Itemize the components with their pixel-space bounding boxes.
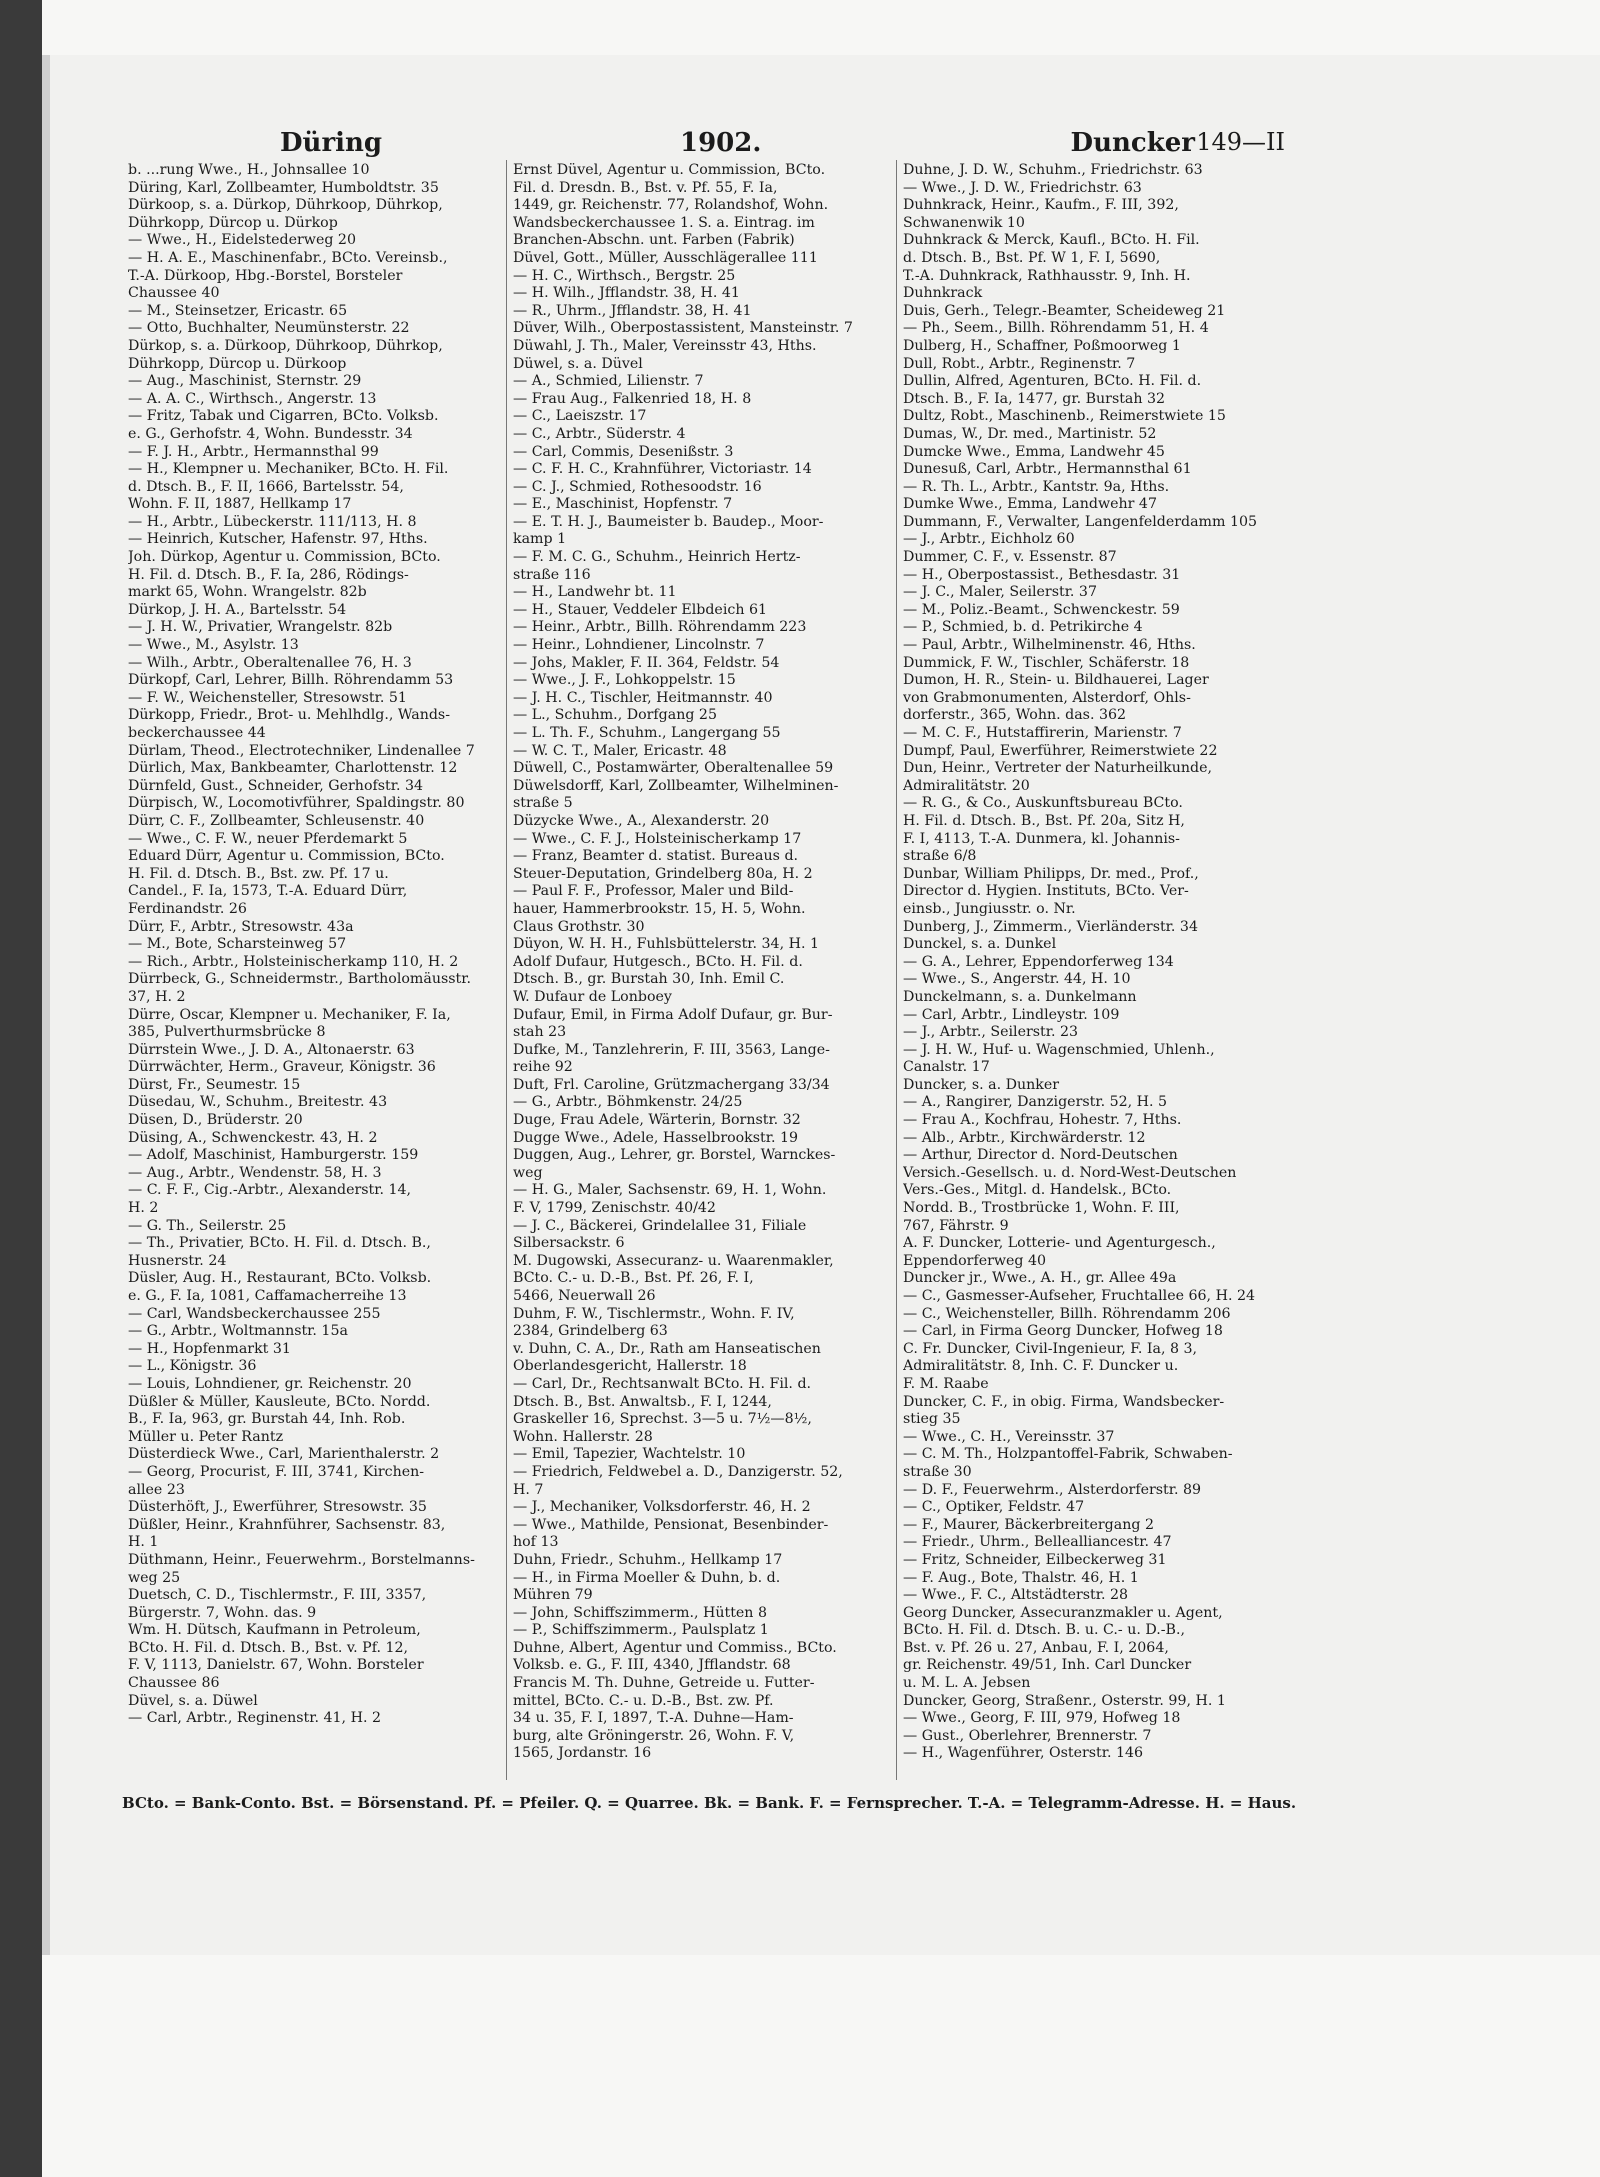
scan-edge <box>0 0 42 2177</box>
directory-entry-line: Düsen, D., Brüderstr. 20 <box>128 1112 303 1129</box>
directory-entry-line: — Paul, Arbtr., Wilhelminenstr. 46, Hths. <box>903 637 1196 654</box>
directory-entry-line: — C., Arbtr., Süderstr. 4 <box>513 425 686 442</box>
directory-entry-line: H. 7 <box>513 1481 544 1498</box>
directory-entry-line: markt 65, Wohn. Wrangelstr. 82b <box>128 584 367 601</box>
directory-entry-line: v. Duhn, C. A., Dr., Rath am Hanseatischen <box>513 1340 821 1357</box>
directory-entry-line: Dürkop, s. a. Dürkoop, Dührkoop, Dührkop, <box>128 337 443 354</box>
header-year: 1902. <box>680 128 762 158</box>
directory-entry-line: Duncker, C. F., in obig. Firma, Wandsbecker- <box>903 1393 1225 1410</box>
directory-entry-line: T.-A. Duhnkrack, Rathhausstr. 9, Inh. H. <box>903 267 1191 284</box>
page-number: 149—II <box>1196 128 1285 156</box>
directory-entry-line: Düzycke Wwe., A., Alexanderstr. 20 <box>513 812 770 829</box>
directory-entry-line: Canalstr. 17 <box>903 1059 990 1076</box>
directory-entry-line: — C. F. F., Cig.-Arbtr., Alexanderstr. 14, <box>128 1182 412 1199</box>
directory-entry-line: — H. G., Maler, Sachsenstr. 69, H. 1, Wohn. <box>513 1182 827 1199</box>
directory-entry-line: — G. A., Lehrer, Eppendorferweg 134 <box>903 953 1174 970</box>
directory-entry-line: burg, alte Gröningerstr. 26, Wohn. F. V, <box>513 1727 795 1744</box>
directory-entry-line: straße 6/8 <box>903 848 977 865</box>
directory-entry-line: Düthmann, Heinr., Feuerwehrm., Borstelmanns- <box>128 1551 475 1568</box>
directory-entry-line: — J. H. W., Huf- u. Wagenschmied, Uhlenh., <box>903 1041 1215 1058</box>
directory-entry-line: u. M. L. A. Jebsen <box>903 1675 1031 1692</box>
directory-entry-line: — Gust., Oberlehrer, Brennerstr. 7 <box>903 1727 1152 1744</box>
directory-entry-line: — R. G., & Co., Auskunftsbureau BCto. <box>903 795 1183 812</box>
directory-entry-line: — Arthur, Director d. Nord-Deutschen <box>903 1147 1178 1164</box>
directory-entry-line: C. Fr. Duncker, Civil-Ingenieur, F. Ia, 8 3, <box>903 1340 1198 1357</box>
directory-entry-line: — Heinr., Lohndiener, Lincolnstr. 7 <box>513 637 765 654</box>
directory-entry-line: — Paul F. F., Professor, Maler und Bild- <box>513 883 794 900</box>
directory-entry-line: Schwanenwik 10 <box>903 214 1025 231</box>
directory-entry-line: Düsedau, W., Schuhm., Breitestr. 43 <box>128 1094 388 1111</box>
directory-entry-line: — Wwe., C. F. J., Holsteinischerkamp 17 <box>513 830 802 847</box>
directory-entry-line: b. ...rung Wwe., H., Johnsallee 10 <box>128 162 370 178</box>
directory-entry-line: — H., Wagenführer, Osterstr. 146 <box>903 1745 1144 1762</box>
directory-entry-line: e. G., Gerhofstr. 4, Wohn. Bundesstr. 34 <box>128 425 413 442</box>
directory-entry-line: Joh. Dürkop, Agentur u. Commission, BCto. <box>128 549 441 566</box>
directory-entry-line: beckerchaussee 44 <box>128 725 266 741</box>
directory-entry-line: Husnerstr. 24 <box>128 1252 227 1269</box>
directory-entry-line: — H., Hopfenmarkt 31 <box>128 1340 291 1357</box>
directory-entry-line: Duis, Gerh., Telegr.-Beamter, Scheideweg 21 <box>903 302 1226 319</box>
directory-entry-line: — Aug., Maschinist, Sternstr. 29 <box>128 373 362 390</box>
directory-entry-line: Duhnkrack, Heinr., Kaufm., F. III, 392, <box>903 197 1179 214</box>
directory-entry-line: d. Dtsch. B., Bst. Pf. W 1, F. I, 5690, <box>903 249 1161 266</box>
directory-entry-line: Wohn. F. II, 1887, Hellkamp 17 <box>128 496 352 513</box>
directory-entry-line: BCto. H. Fil. d. Dtsch. B. u. C.- u. D.-B., <box>903 1622 1185 1639</box>
directory-entry-line: — G., Arbtr., Woltmannstr. 15a <box>128 1323 348 1340</box>
directory-entry-line: Dunbar, William Philipps, Dr. med., Prof., <box>903 865 1199 882</box>
directory-entry-line: Dumke Wwe., Emma, Landwehr 47 <box>903 496 1157 513</box>
directory-entry-line: Düwelsdorff, Karl, Zollbeamter, Wilhelminen- <box>513 777 839 794</box>
directory-entry-line: — W. C. T., Maler, Ericastr. 48 <box>513 742 727 759</box>
directory-entry-line: — A., Schmied, Lilienstr. 7 <box>513 373 704 390</box>
directory-entry-line: H. 2 <box>128 1200 159 1217</box>
directory-entry-line: Volksb. e. G., F. III, 4340, Jfflandstr. 68 <box>513 1657 791 1674</box>
directory-entry-line: Düwel, s. a. Düvel <box>513 355 643 372</box>
directory-entry-line: H. Fil. d. Dtsch. B., Bst. Pf. 20a, Sitz H, <box>903 812 1185 829</box>
directory-entry-line: Duhm, F. W., Tischlermstr., Wohn. F. IV, <box>513 1305 795 1322</box>
directory-entry-line: Duhne, J. D. W., Schuhm., Friedrichstr. 63 <box>903 162 1203 178</box>
directory-entry-line: T.-A. Dürkoop, Hbg.-Borstel, Borsteler <box>128 267 403 284</box>
directory-entry-line: Duge, Frau Adele, Wärterin, Bornstr. 32 <box>513 1112 801 1129</box>
directory-entry-line: — H. A. E., Maschinenfabr., BCto. Vereinsb., <box>128 249 448 266</box>
directory-entry-line: Dürkopp, Friedr., Brot- u. Mehlhdlg., Wands- <box>128 707 450 724</box>
directory-entry-line: — F. J. H., Arbtr., Hermannsthal 99 <box>128 443 379 460</box>
directory-entry-line: Dun, Heinr., Vertreter der Naturheilkunde, <box>903 760 1212 777</box>
directory-entry-line: Dürkop, J. H. A., Bartelsstr. 54 <box>128 601 347 618</box>
directory-entry-line: Dürrbeck, G., Schneidermstr., Bartholomäusstr. <box>128 971 471 988</box>
directory-entry-line: — H., Arbtr., Lübeckerstr. 111/113, H. 8 <box>128 513 417 530</box>
directory-entry-line: Versich.-Gesellsch. u. d. Nord-West-Deutschen <box>903 1164 1237 1181</box>
directory-entry-line: — M. C. F., Hutstaffirerin, Marienstr. 7 <box>903 725 1182 741</box>
directory-entry-line: Dunckelmann, s. a. Dunkelmann <box>903 988 1137 1005</box>
directory-entry-line: 34 u. 35, F. I, 1897, T.-A. Duhne—Ham- <box>513 1710 794 1727</box>
directory-entry-line: Dürlich, Max, Bankbeamter, Charlottenstr. 12 <box>128 760 458 777</box>
directory-entry-line: — Otto, Buchhalter, Neumünsterstr. 22 <box>128 320 410 337</box>
directory-entry-line: weg <box>513 1164 543 1181</box>
directory-entry-line: — Adolf, Maschinist, Hamburgerstr. 159 <box>128 1147 419 1164</box>
directory-entry-line: Dürst, Fr., Seumestr. 15 <box>128 1076 301 1093</box>
directory-entry-line: — J., Arbtr., Eichholz 60 <box>903 531 1075 548</box>
directory-entry-line: Dührkopp, Dürcop u. Dürkoop <box>128 355 347 372</box>
directory-entry-line: Düring, Karl, Zollbeamter, Humboldtstr. 35 <box>128 179 439 196</box>
directory-entry-line: A. F. Duncker, Lotterie- und Agenturgesch., <box>903 1235 1216 1252</box>
directory-entry-line: Dugge Wwe., Adele, Hasselbrookstr. 19 <box>513 1129 799 1146</box>
directory-entry-line: — Frau Aug., Falkenried 18, H. 8 <box>513 390 752 407</box>
directory-entry-line: Duncker, s. a. Dunker <box>903 1076 1060 1093</box>
directory-entry-line: Duncker, Georg, Straßenr., Osterstr. 99, H. 1 <box>903 1692 1226 1709</box>
directory-entry-line: Nordd. B., Trostbrücke 1, Wohn. F. III, <box>903 1200 1180 1217</box>
directory-entry-line: — H., Stauer, Veddeler Elbdeich 61 <box>513 601 768 618</box>
directory-entry-line: Duetsch, C. D., Tischlermstr., F. III, 3357, <box>128 1587 427 1604</box>
directory-entry-line: Eppendorferweg 40 <box>903 1252 1047 1269</box>
directory-entry-line: hauer, Hammerbrookstr. 15, H. 5, Wohn. <box>513 900 806 917</box>
directory-entry-line: — Wwe., Georg, F. III, 979, Hofweg 18 <box>903 1710 1181 1727</box>
directory-entry-line: F. M. Raabe <box>903 1375 989 1392</box>
directory-entry-line: Düwahl, J. Th., Maler, Vereinsstr 43, Hths. <box>513 337 817 354</box>
directory-entry-line: 2384, Grindelberg 63 <box>513 1323 668 1340</box>
directory-entry-line: — C., Weichensteller, Billh. Röhrendamm 206 <box>903 1305 1231 1322</box>
directory-entry-line: — Wwe., C. F. W., neuer Pferdemarkt 5 <box>128 830 408 847</box>
directory-entry-line: Admiralitätstr. 8, Inh. C. F. Duncker u. <box>903 1358 1179 1375</box>
directory-entry-line: — Wwe., Mathilde, Pensionat, Besenbinder- <box>513 1516 829 1533</box>
directory-entry-line: Dumpf, Paul, Ewerführer, Reimerstwiete 22 <box>903 742 1218 759</box>
directory-entry-line: — Th., Privatier, BCto. H. Fil. d. Dtsch. B., <box>128 1235 431 1252</box>
directory-entry-line: Dtsch. B., gr. Burstah 30, Inh. Emil C. <box>513 971 785 988</box>
directory-entry-line: — A. A. C., Wirthsch., Angerstr. 13 <box>128 390 377 407</box>
directory-entry-line: — M., Poliz.-Beamt., Schwenckestr. 59 <box>903 601 1180 618</box>
directory-entry-line: — Fritz, Schneider, Eilbeckerweg 31 <box>903 1551 1167 1568</box>
directory-entry-line: Düver, Wilh., Oberpostassistent, Mansteinstr. 7 <box>513 320 853 337</box>
directory-entry-line: — J. H. C., Tischler, Heitmannstr. 40 <box>513 689 773 706</box>
directory-entry-line: F. V, 1113, Danielstr. 67, Wohn. Borsteler <box>128 1657 424 1674</box>
directory-entry-line: — Wwe., J. F., Lohkoppelstr. 15 <box>513 672 736 689</box>
directory-entry-line: — Carl, Dr., Rechtsanwalt BCto. H. Fil. d. <box>513 1375 812 1392</box>
directory-entry-line: Düßler, Heinr., Krahnführer, Sachsenstr. 83, <box>128 1516 446 1533</box>
directory-entry-line: — Frau A., Kochfrau, Hohestr. 7, Hths. <box>903 1112 1182 1129</box>
directory-entry-line: Duhnkrack & Merck, Kaufl., BCto. H. Fil. <box>903 232 1200 249</box>
directory-entry-line: gr. Reichenstr. 49/51, Inh. Carl Duncker <box>903 1657 1192 1674</box>
directory-entry-line: straße 5 <box>513 795 573 812</box>
directory-entry-line: — E., Maschinist, Hopfenstr. 7 <box>513 496 733 513</box>
directory-entry-line: weg 25 <box>128 1569 181 1586</box>
directory-entry-line: Georg Duncker, Assecuranzmakler u. Agent, <box>903 1604 1223 1621</box>
directory-entry-line: straße 116 <box>513 566 591 583</box>
directory-entry-line: — Johs, Makler, F. II. 364, Feldstr. 54 <box>513 654 780 671</box>
directory-entry-line: von Grabmonumenten, Alsterdorf, Ohls- <box>903 689 1191 706</box>
directory-entry-line: — F., Maurer, Bäckerbreitergang 2 <box>903 1516 1154 1533</box>
directory-entry-line: — D. F., Feuerwehrm., Alsterdorferstr. 89 <box>903 1481 1202 1498</box>
directory-entry-line: Chaussee 86 <box>128 1675 220 1692</box>
directory-entry-line: — F. W., Weichensteller, Stresowstr. 51 <box>128 689 407 706</box>
directory-entry-line: BCto. H. Fil. d. Dtsch. B., Bst. v. Pf. 12, <box>128 1639 409 1656</box>
directory-entry-line: — H., Klempner u. Mechaniker, BCto. H. Fil. <box>128 461 449 478</box>
directory-entry-line: — L., Schuhm., Dorfgang 25 <box>513 707 717 724</box>
directory-entry-line: Bürgerstr. 7, Wohn. das. 9 <box>128 1604 317 1621</box>
directory-entry-line: Francis M. Th. Duhne, Getreide u. Futter- <box>513 1675 815 1692</box>
directory-entry-line: Dull, Robt., Arbtr., Reginenstr. 7 <box>903 355 1136 372</box>
directory-entry-line: B., F. Ia, 963, gr. Burstah 44, Inh. Rob. <box>128 1411 406 1428</box>
directory-entry-line: Duhnkrack <box>903 285 983 302</box>
directory-entry-line: stah 23 <box>513 1024 567 1041</box>
directory-entry-line: Düsterdieck Wwe., Carl, Marienthalerstr. 2 <box>128 1446 440 1463</box>
directory-entry-line: Dürrstein Wwe., J. D. A., Altonaerstr. 63 <box>128 1041 415 1058</box>
directory-entry-line: F. V, 1799, Zenischstr. 40/42 <box>513 1200 716 1217</box>
column-3 <box>903 162 1281 1794</box>
header-right-keyword: Duncker <box>1070 128 1195 158</box>
column-2 <box>513 162 891 1794</box>
directory-entry-line: — J. C., Bäckerei, Grindelallee 31, Filiale <box>513 1217 807 1234</box>
directory-entry-line: — M., Bote, Scharsteinweg 57 <box>128 936 347 953</box>
directory-entry-line: Dürr, F., Arbtr., Stresowstr. 43a <box>128 918 354 935</box>
directory-entry-line: — Wwe., M., Asylstr. 13 <box>128 637 299 654</box>
abbreviation-legend: BCto. = Bank-Conto. Bst. = Börsenstand. Pf. = Pfeiler. Q. = Quarree. Bk. = Bank. F. = Fernsprecher. T.-A. = Telegramm-Adresse. H. = Haus. <box>122 1794 1297 1812</box>
directory-entry-line: Claus Grothstr. 30 <box>513 918 645 935</box>
column-divider <box>896 160 897 1780</box>
directory-entry-line: — Alb., Arbtr., Kirchwärderstr. 12 <box>903 1129 1146 1146</box>
directory-entry-line: Dufaur, Emil, in Firma Adolf Dufaur, gr. Bur- <box>513 1006 833 1023</box>
directory-entry-line: Dullin, Alfred, Agenturen, BCto. H. Fil. d. <box>903 373 1202 390</box>
directory-entry-line: — Franz, Beamter d. statist. Bureaus d. <box>513 848 799 865</box>
directory-entry-line: — Louis, Lohndiener, gr. Reichenstr. 20 <box>128 1375 412 1392</box>
directory-entry-line: Fil. d. Dresdn. B., Bst. v. Pf. 55, F. Ia, <box>513 179 778 196</box>
directory-entry-line: — Rich., Arbtr., Holsteinischerkamp 110, H. 2 <box>128 953 459 970</box>
directory-entry-line: Wm. H. Dütsch, Kaufmann in Petroleum, <box>128 1622 421 1639</box>
directory-entry-line: — E. T. H. J., Baumeister b. Baudep., Moor- <box>513 513 824 530</box>
directory-entry-line: — G., Arbtr., Böhmkenstr. 24/25 <box>513 1094 743 1111</box>
directory-entry-line: einsb., Jungiusstr. o. Nr. <box>903 900 1076 917</box>
directory-entry-line: Dumcke Wwe., Emma, Landwehr 45 <box>903 443 1165 460</box>
directory-entry-line: 1449, gr. Reichenstr. 77, Rolandshof, Wohn. <box>513 197 829 214</box>
directory-entry-line: e. G., F. Ia, 1081, Caffamacherreihe 13 <box>128 1288 407 1304</box>
directory-entry-line: H. Fil. d. Dtsch. B., Bst. zw. Pf. 17 u. <box>128 865 389 882</box>
directory-entry-line: — C., Gasmesser-Aufseher, Fruchtallee 66, H. 24 <box>903 1288 1256 1304</box>
directory-entry-line: — Heinr., Arbtr., Billh. Röhrendamm 223 <box>513 619 807 636</box>
directory-entry-line: — Carl, Commis, Desenißstr. 3 <box>513 443 734 460</box>
directory-entry-line: Dulberg, H., Schaffner, Poßmoorweg 1 <box>903 337 1181 354</box>
column-divider <box>506 160 507 1780</box>
directory-entry-line: — Ph., Seem., Billh. Röhrendamm 51, H. 4 <box>903 320 1209 337</box>
directory-entry-line: — J. H. W., Privatier, Wrangelstr. 82b <box>128 619 393 636</box>
directory-entry-line: Duggen, Aug., Lehrer, gr. Borstel, Warnckes- <box>513 1147 836 1164</box>
directory-entry-line: Düßler & Müller, Kausleute, BCto. Nordd. <box>128 1393 431 1410</box>
directory-entry-line: H. 1 <box>128 1534 159 1551</box>
directory-entry-line: mittel, BCto. C.- u. D.-B., Bst. zw. Pf. <box>513 1692 774 1709</box>
directory-entry-line: Wohn. Hallerstr. 28 <box>513 1428 653 1445</box>
directory-entry-line: Dtsch. B., Bst. Anwaltsb., F. I, 1244, <box>513 1393 772 1410</box>
directory-entry-line: 1565, Jordanstr. 16 <box>513 1745 652 1762</box>
directory-entry-line: reihe 92 <box>513 1059 573 1076</box>
directory-entry-line: 37, H. 2 <box>128 988 186 1005</box>
directory-entry-line: Dürlam, Theod., Electrotechniker, Lindenallee 7 <box>128 742 475 759</box>
directory-entry-line: — Wilh., Arbtr., Oberaltenallee 76, H. 3 <box>128 654 412 671</box>
page-margin <box>42 55 50 1955</box>
directory-entry-line: W. Dufaur de Lonboey <box>513 988 672 1005</box>
directory-entry-line: Düvel, s. a. Düwel <box>128 1692 258 1709</box>
directory-entry-line: Dürpisch, W., Locomotivführer, Spaldingstr. 80 <box>128 795 465 812</box>
directory-entry-line: Dufke, M., Tanzlehrerin, F. III, 3563, Lange- <box>513 1041 830 1058</box>
column-1 <box>128 162 506 1794</box>
directory-entry-line: Dürrwächter, Herm., Graveur, Königstr. 36 <box>128 1059 436 1076</box>
directory-entry-line: Vers.-Ges., Mitgl. d. Handelsk., BCto. <box>903 1182 1172 1199</box>
directory-entry-line: hof 13 <box>513 1534 559 1551</box>
directory-entry-line: Duft, Frl. Caroline, Grützmachergang 33/34 <box>513 1076 830 1093</box>
directory-entry-line: — Aug., Arbtr., Wendenstr. 58, H. 3 <box>128 1164 382 1181</box>
directory-entry-line: Adolf Dufaur, Hutgesch., BCto. H. Fil. d. <box>513 953 803 970</box>
directory-entry-line: Oberlandesgericht, Hallerstr. 18 <box>513 1358 747 1375</box>
directory-entry-line: Wandsbeckerchaussee 1. S. a. Eintrag. im <box>513 214 815 231</box>
directory-entry-line: Branchen-Abschn. unt. Farben (Fabrik) <box>513 232 795 249</box>
directory-entry-line: — Georg, Procurist, F. III, 3741, Kirchen- <box>128 1463 425 1480</box>
directory-entry-line: — H., in Firma Moeller & Duhn, b. d. <box>513 1569 781 1586</box>
directory-entry-line: Düvel, Gott., Müller, Ausschlägerallee 111 <box>513 249 818 266</box>
directory-entry-line: Dürkoop, s. a. Dürkop, Dührkoop, Dührkop, <box>128 197 443 214</box>
directory-entry-line: — M., Steinsetzer, Ericastr. 65 <box>128 302 348 319</box>
directory-entry-line: Candel., F. Ia, 1573, T.-A. Eduard Dürr, <box>128 883 408 900</box>
directory-entry-line: Graskeller 16, Sprechst. 3—5 u. 7½—8½, <box>513 1411 812 1428</box>
directory-entry-line: — F. M. C. G., Schuhm., Heinrich Hertz- <box>513 549 801 566</box>
directory-entry-line: 5466, Neuerwall 26 <box>513 1288 656 1304</box>
header-left-keyword: Düring <box>280 128 383 158</box>
directory-entry-line: Düsing, A., Schwenckestr. 43, H. 2 <box>128 1129 378 1146</box>
directory-entry-line: BCto. C.- u. D.-B., Bst. Pf. 26, F. I, <box>513 1270 754 1287</box>
directory-entry-line: — L., Königstr. 36 <box>128 1358 257 1375</box>
directory-entry-line: Dürnfeld, Gust., Schneider, Gerhofstr. 34 <box>128 777 424 794</box>
directory-entry-line: Silbersackstr. 6 <box>513 1235 625 1252</box>
directory-entry-line: M. Dugowski, Assecuranz- u. Waarenmakler, <box>513 1252 834 1269</box>
directory-entry-line: — Carl, Wandsbeckerchaussee 255 <box>128 1305 381 1322</box>
directory-entry-line: — J., Arbtr., Seilerstr. 23 <box>903 1024 1079 1041</box>
directory-entry-line: Duhne, Albert, Agentur und Commiss., BCto. <box>513 1639 837 1656</box>
directory-entry-line: Duncker jr., Wwe., A. H., gr. Allee 49a <box>903 1270 1177 1287</box>
directory-entry-line: stieg 35 <box>903 1411 961 1428</box>
directory-entry-line: — H., Landwehr bt. 11 <box>513 584 677 601</box>
directory-entry-line: — Wwe., C. H., Vereinsstr. 37 <box>903 1428 1115 1445</box>
directory-entry-line: — F. Aug., Bote, Thalstr. 46, H. 1 <box>903 1569 1139 1586</box>
directory-entry-line: 767, Fährstr. 9 <box>903 1217 1009 1234</box>
directory-entry-line: — C., Laeiszstr. 17 <box>513 408 647 425</box>
directory-entry-line: — C. J., Schmied, Rothesoodstr. 16 <box>513 478 762 495</box>
directory-entry-line: — Wwe., F. C., Altstädterstr. 28 <box>903 1587 1129 1604</box>
directory-entry-line: — A., Rangirer, Danzigerstr. 52, H. 5 <box>903 1094 1168 1111</box>
directory-entry-line: Müller u. Peter Rantz <box>128 1428 284 1445</box>
directory-entry-line: — John, Schiffszimmerm., Hütten 8 <box>513 1604 767 1621</box>
directory-entry-line: Admiralitätstr. 20 <box>903 777 1030 794</box>
directory-entry-line: Dummick, F. W., Tischler, Schäferstr. 18 <box>903 654 1190 671</box>
directory-entry-line: Ernst Düvel, Agentur u. Commission, BCto. <box>513 162 826 178</box>
directory-entry-line: — Fritz, Tabak und Cigarren, BCto. Volksb. <box>128 408 439 425</box>
directory-entry-line: — L. Th. F., Schuhm., Langergang 55 <box>513 725 781 741</box>
directory-entry-line: Director d. Hygien. Instituts, BCto. Ver- <box>903 883 1189 900</box>
directory-entry-line: Dultz, Robt., Maschinenb., Reimerstwiete 15 <box>903 408 1226 425</box>
directory-entry-line: Steuer-Deputation, Grindelberg 80a, H. 2 <box>513 865 813 882</box>
directory-entry-line: — J., Mechaniker, Volksdorferstr. 46, H. 2 <box>513 1499 811 1516</box>
directory-entry-line: allee 23 <box>128 1481 185 1498</box>
directory-entry-line: Dummer, C. F., v. Essenstr. 87 <box>903 549 1117 566</box>
directory-entry-line: Dunesuß, Carl, Arbtr., Hermannsthal 61 <box>903 461 1192 478</box>
directory-entry-line: — G. Th., Seilerstr. 25 <box>128 1217 287 1234</box>
directory-entry-line: F. I, 4113, T.-A. Dunmera, kl. Johannis- <box>903 830 1180 847</box>
directory-entry-line: — Heinrich, Kutscher, Hafenstr. 97, Hths. <box>128 531 428 548</box>
directory-entry-line: 385, Pulverthurmsbrücke 8 <box>128 1024 326 1041</box>
directory-entry-line: — P., Schiffszimmerm., Paulsplatz 1 <box>513 1622 769 1639</box>
directory-entry-line: — Carl, Arbtr., Lindleystr. 109 <box>903 1006 1120 1023</box>
directory-entry-line: — Carl, in Firma Georg Duncker, Hofweg 18 <box>903 1323 1223 1340</box>
directory-entry-line: — J. C., Maler, Seilerstr. 37 <box>903 584 1097 601</box>
directory-entry-line: Dumas, W., Dr. med., Martinistr. 52 <box>903 425 1157 442</box>
directory-entry-line: Düwell, C., Postamwärter, Oberaltenallee 59 <box>513 760 834 777</box>
directory-entry-line: Dürr, C. F., Zollbeamter, Schleusenstr. 40 <box>128 812 425 829</box>
directory-entry-line: Dtsch. B., F. Ia, 1477, gr. Burstah 32 <box>903 390 1166 407</box>
directory-entry-line: Düsterhöft, J., Ewerführer, Stresowstr. 35 <box>128 1499 427 1516</box>
directory-entry-line: Bst. v. Pf. 26 u. 27, Anbau, F. I, 2064, <box>903 1639 1169 1656</box>
directory-entry-line: — Emil, Tapezier, Wachtelstr. 10 <box>513 1446 746 1463</box>
directory-entry-line: — C., Optiker, Feldstr. 47 <box>903 1499 1085 1516</box>
directory-entry-line: d. Dtsch. B., F. II, 1666, Bartelsstr. 54, <box>128 478 404 495</box>
directory-entry-line: — R. Th. L., Arbtr., Kantstr. 9a, Hths. <box>903 478 1170 495</box>
directory-entry-line: Dunckel, s. a. Dunkel <box>903 936 1057 953</box>
directory-entry-line: — H. Wilh., Jfflandstr. 38, H. 41 <box>513 285 740 302</box>
directory-entry-line: — H., Oberpostassist., Bethesdastr. 31 <box>903 566 1181 583</box>
directory-entry-line: Dunberg, J., Zimmerm., Vierländerstr. 34 <box>903 918 1198 935</box>
directory-entry-line: Düyon, W. H. H., Fuhlsbüttelerstr. 34, H. 1 <box>513 936 820 953</box>
directory-entry-line: — Friedr., Uhrm., Bellealliancestr. 47 <box>903 1534 1172 1551</box>
directory-entry-line: — H. C., Wirthsch., Bergstr. 25 <box>513 267 736 284</box>
directory-entry-line: Chaussee 40 <box>128 285 220 302</box>
directory-entry-line: Dummann, F., Verwalter, Langenfelderdamm 105 <box>903 513 1258 530</box>
directory-entry-line: — Friedrich, Feldwebel a. D., Danzigerstr. 52, <box>513 1463 843 1480</box>
directory-entry-line: Ferdinandstr. 26 <box>128 900 247 917</box>
directory-entry-line: — Wwe., H., Eidelstederweg 20 <box>128 232 356 249</box>
directory-entry-line: Düsler, Aug. H., Restaurant, BCto. Volksb. <box>128 1270 432 1287</box>
directory-entry-line: — R., Uhrm., Jfflandstr. 38, H. 41 <box>513 302 752 319</box>
directory-entry-line: — Wwe., J. D. W., Friedrichstr. 63 <box>903 179 1142 196</box>
directory-entry-line: — P., Schmied, b. d. Petrikirche 4 <box>903 619 1143 636</box>
directory-entry-line: Dürre, Oscar, Klempner u. Mechaniker, F. Ia, <box>128 1006 451 1023</box>
directory-entry-line: dorferstr., 365, Wohn. das. 362 <box>903 707 1127 724</box>
directory-entry-line: — Wwe., S., Angerstr. 44, H. 10 <box>903 971 1131 988</box>
directory-entry-line: straße 30 <box>903 1463 972 1480</box>
directory-entry-line: Eduard Dürr, Agentur u. Commission, BCto. <box>128 848 445 865</box>
directory-entry-line: — Carl, Arbtr., Reginenstr. 41, H. 2 <box>128 1710 381 1727</box>
directory-entry-line: — C. M. Th., Holzpantoffel-Fabrik, Schwaben- <box>903 1446 1233 1463</box>
directory-entry-line: — C. F. H. C., Krahnführer, Victoriastr. 14 <box>513 461 812 478</box>
directory-entry-line: Mühren 79 <box>513 1587 593 1604</box>
directory-entry-line: Dührkopp, Dürcop u. Dürkop <box>128 214 338 231</box>
directory-entry-line: Duhn, Friedr., Schuhm., Hellkamp 17 <box>513 1551 783 1568</box>
directory-entry-line: Dürkopf, Carl, Lehrer, Billh. Röhrendamm 53 <box>128 672 454 689</box>
page-header <box>120 128 1285 164</box>
directory-entry-line: H. Fil. d. Dtsch. B., F. Ia, 286, Rödings- <box>128 566 409 583</box>
directory-entry-line: kamp 1 <box>513 531 567 548</box>
directory-entry-line: Dumon, H. R., Stein- u. Bildhauerei, Lager <box>903 672 1209 689</box>
